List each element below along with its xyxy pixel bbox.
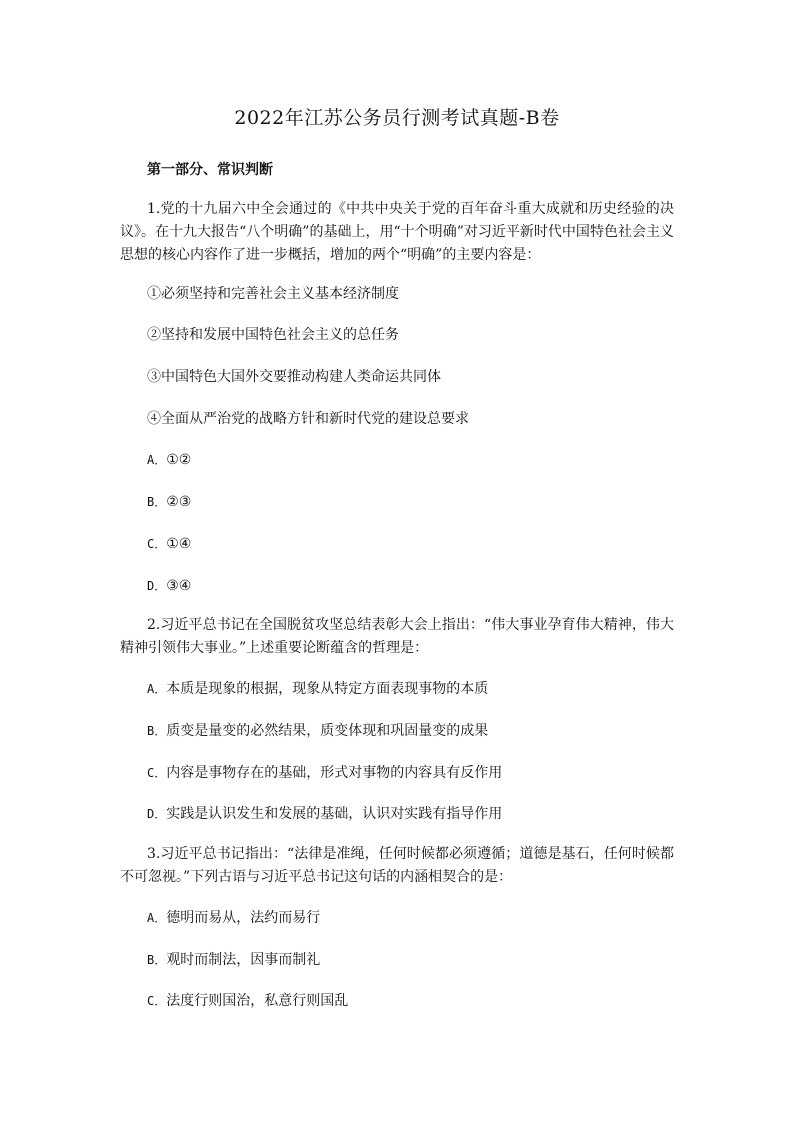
- question-1-option-d: [147, 576, 191, 596]
- option-text: 德明而易从，法约而易行: [166, 910, 321, 926]
- question-3-option-a: [147, 908, 320, 928]
- question-3-option-c: [147, 991, 348, 1011]
- option-letter: B．: [147, 953, 167, 967]
- question-1-option-b: [147, 492, 191, 512]
- option-text: ①②: [166, 452, 192, 468]
- option-text: ②③: [166, 494, 192, 510]
- question-2-stem: 2.习近平总书记在全国脱贫攻坚总结表彰大会上指出：“伟大事业孕育伟大精神，伟大精神引领伟大事业。”上述重要论断蕴含的哲理是：: [120, 617, 674, 656]
- option-text: ③④: [166, 578, 192, 594]
- question-2-option-a: [147, 679, 488, 699]
- question-2-option-b: [147, 721, 488, 741]
- option-text: 观时而制法，因事而制礼: [166, 952, 321, 968]
- option-text: 内容是事物存在的基础，形式对事物的内容具有反作用: [166, 765, 503, 781]
- question-3-option-b: [147, 950, 320, 970]
- option-letter: B．: [147, 724, 167, 738]
- question-1-option-a: [147, 450, 191, 470]
- option-text: 法度行则国治，私意行则国乱: [166, 993, 349, 1009]
- option-text: 质变是量变的必然结果，质变体现和巩固量变的成果: [166, 723, 489, 739]
- question-1-option-c: [147, 534, 191, 554]
- option-letter: D．: [147, 807, 167, 821]
- option-text: ①④: [166, 536, 192, 552]
- question-1-statement-3: ③中国特色大国外交要推动构建人类命运共同体: [147, 369, 441, 385]
- option-letter: A．: [147, 453, 167, 467]
- option-letter: B．: [147, 495, 167, 509]
- question-1-statement-1: ①必须坚持和完善社会主义基本经济制度: [147, 286, 399, 302]
- option-letter: D．: [147, 579, 167, 593]
- option-letter: C．: [147, 766, 167, 780]
- question-1-statement-2: ②坚持和发展中国特色社会主义的总任务: [147, 327, 399, 343]
- question-1-statement-4: ④全面从严治党的战略方针和新时代党的建设总要求: [147, 411, 469, 427]
- option-text: 实践是认识发生和发展的基础，认识对实践有指导作用: [166, 806, 503, 822]
- option-letter: C．: [147, 537, 167, 551]
- question-2-option-d: [147, 804, 502, 824]
- document-title: 2022年江苏公务员行测考试真题-B卷: [234, 107, 560, 129]
- section-heading: 第一部分、常识判断: [147, 162, 273, 178]
- question-3-stem: 3.习近平总书记指出：“法律是准绳，任何时候都必须遵循；道德是基石，任何时候都不可忽视。”下列古语与习近平总书记这句话的内涵相契合的是：: [120, 846, 674, 885]
- option-letter: A．: [147, 911, 167, 925]
- option-letter: C．: [147, 994, 167, 1008]
- option-letter: A．: [147, 682, 167, 696]
- option-text: 本质是现象的根据，现象从特定方面表现事物的本质: [166, 681, 489, 697]
- question-2-option-c: [147, 763, 502, 783]
- question-1-stem: 1.党的十九届六中全会通过的《中共中央关于党的百年奋斗重大成就和历史经验的决议》。在十九大报告“八个明确”的基础上，用“十个明确”对习近平新时代中国特色社会主义思想的核心内容作了进一步概括，增加的两个“明确”的主要内容是：: [120, 201, 674, 263]
